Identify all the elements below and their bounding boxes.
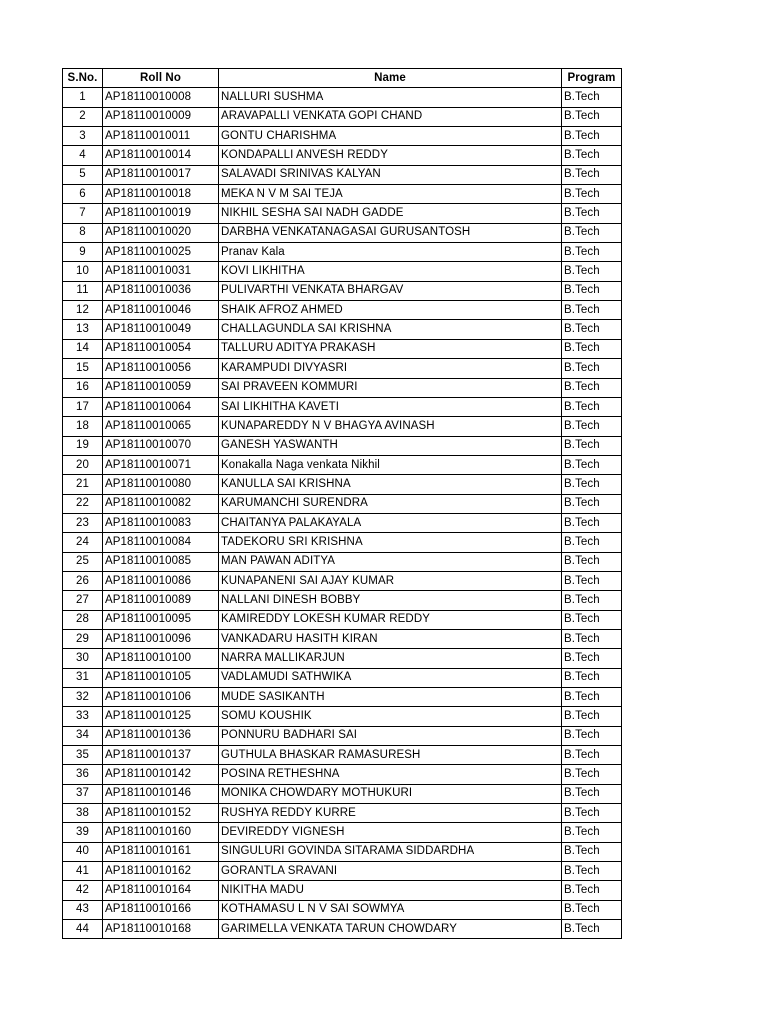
table-row: [63, 359, 622, 378]
table-body: [63, 88, 622, 939]
table-row: [63, 920, 622, 939]
row-name: TADEKORU SRI KRISHNA: [219, 533, 562, 552]
row-roll-no: AP18110010065: [103, 417, 219, 436]
table-row: [63, 571, 622, 590]
row-sno: 44: [63, 920, 103, 939]
row-roll-no: AP18110010046: [103, 301, 219, 320]
row-sno: 12: [63, 301, 103, 320]
row-sno: 15: [63, 359, 103, 378]
row-program: B.Tech: [562, 707, 622, 726]
table-row: [63, 842, 622, 861]
row-program: B.Tech: [562, 436, 622, 455]
row-name: MEKA N V M SAI TEJA: [219, 185, 562, 204]
table-row: [63, 223, 622, 242]
row-program: B.Tech: [562, 571, 622, 590]
row-program: B.Tech: [562, 107, 622, 126]
row-sno: 5: [63, 165, 103, 184]
table-row: [63, 668, 622, 687]
row-roll-no: AP18110010162: [103, 862, 219, 881]
row-program: B.Tech: [562, 417, 622, 436]
row-program: B.Tech: [562, 475, 622, 494]
table-row: [63, 204, 622, 223]
row-sno: 14: [63, 339, 103, 358]
row-sno: 37: [63, 784, 103, 803]
row-roll-no: AP18110010086: [103, 571, 219, 590]
table-row: [63, 591, 622, 610]
row-name: KOTHAMASU L N V SAI SOWMYA: [219, 900, 562, 919]
table-row: [63, 417, 622, 436]
row-sno: 17: [63, 397, 103, 416]
row-roll-no: AP18110010095: [103, 610, 219, 629]
row-name: KUNAPAREDDY N V BHAGYA AVINASH: [219, 417, 562, 436]
row-program: B.Tech: [562, 629, 622, 648]
row-name: MUDE SASIKANTH: [219, 688, 562, 707]
table-row: [63, 262, 622, 281]
row-roll-no: AP18110010083: [103, 513, 219, 532]
row-sno: 27: [63, 591, 103, 610]
row-name: MAN PAWAN ADITYA: [219, 552, 562, 571]
table-row: [63, 165, 622, 184]
row-sno: 33: [63, 707, 103, 726]
table-row: [63, 378, 622, 397]
header-name: Name: [219, 69, 562, 88]
row-name: VANKADARU HASITH KIRAN: [219, 629, 562, 648]
row-name: MONIKA CHOWDARY MOTHUKURI: [219, 784, 562, 803]
row-sno: 18: [63, 417, 103, 436]
row-name: KARUMANCHI SURENDRA: [219, 494, 562, 513]
table-row: [63, 185, 622, 204]
row-program: B.Tech: [562, 339, 622, 358]
header-program: Program: [562, 69, 622, 88]
row-roll-no: AP18110010160: [103, 823, 219, 842]
row-sno: 25: [63, 552, 103, 571]
row-roll-no: AP18110010096: [103, 629, 219, 648]
row-program: B.Tech: [562, 881, 622, 900]
table-row: [63, 436, 622, 455]
row-roll-no: AP18110010025: [103, 243, 219, 262]
row-name: DARBHA VENKATANAGASAI GURUSANTOSH: [219, 223, 562, 242]
row-program: B.Tech: [562, 591, 622, 610]
row-roll-no: AP18110010146: [103, 784, 219, 803]
row-program: B.Tech: [562, 513, 622, 532]
table-row: [63, 243, 622, 262]
row-name: NALLURI SUSHMA: [219, 88, 562, 107]
row-sno: 19: [63, 436, 103, 455]
table-header: [63, 69, 622, 88]
row-roll-no: AP18110010071: [103, 455, 219, 474]
row-roll-no: AP18110010089: [103, 591, 219, 610]
row-program: B.Tech: [562, 804, 622, 823]
row-program: B.Tech: [562, 610, 622, 629]
row-roll-no: AP18110010166: [103, 900, 219, 919]
row-program: B.Tech: [562, 784, 622, 803]
row-sno: 26: [63, 571, 103, 590]
row-name: KOVI LIKHITHA: [219, 262, 562, 281]
row-name: SAI LIKHITHA KAVETI: [219, 397, 562, 416]
row-program: B.Tech: [562, 281, 622, 300]
row-program: B.Tech: [562, 726, 622, 745]
row-program: B.Tech: [562, 243, 622, 262]
row-program: B.Tech: [562, 765, 622, 784]
row-sno: 8: [63, 223, 103, 242]
row-roll-no: AP18110010056: [103, 359, 219, 378]
row-program: B.Tech: [562, 920, 622, 939]
row-name: KANULLA SAI KRISHNA: [219, 475, 562, 494]
table-row: [63, 455, 622, 474]
row-roll-no: AP18110010105: [103, 668, 219, 687]
row-name: SALAVADI SRINIVAS KALYAN: [219, 165, 562, 184]
table-row: [63, 146, 622, 165]
row-name: GUTHULA BHASKAR RAMASURESH: [219, 746, 562, 765]
row-name: SHAIK AFROZ AHMED: [219, 301, 562, 320]
row-roll-no: AP18110010070: [103, 436, 219, 455]
row-name: POSINA RETHESHNA: [219, 765, 562, 784]
row-name: VADLAMUDI SATHWIKA: [219, 668, 562, 687]
row-program: B.Tech: [562, 688, 622, 707]
table-row: [63, 281, 622, 300]
table-row: [63, 804, 622, 823]
row-name: KARAMPUDI DIVYASRI: [219, 359, 562, 378]
row-sno: 11: [63, 281, 103, 300]
table-row: [63, 881, 622, 900]
row-roll-no: AP18110010009: [103, 107, 219, 126]
row-roll-no: AP18110010142: [103, 765, 219, 784]
row-sno: 7: [63, 204, 103, 223]
table-row: [63, 88, 622, 107]
row-roll-no: AP18110010125: [103, 707, 219, 726]
row-roll-no: AP18110010161: [103, 842, 219, 861]
row-program: B.Tech: [562, 668, 622, 687]
row-roll-no: AP18110010014: [103, 146, 219, 165]
row-sno: 2: [63, 107, 103, 126]
row-sno: 31: [63, 668, 103, 687]
row-sno: 4: [63, 146, 103, 165]
row-name: Pranav Kala: [219, 243, 562, 262]
header-roll-no: Roll No: [103, 69, 219, 88]
table-row: [63, 320, 622, 339]
table-row: [63, 397, 622, 416]
row-sno: 13: [63, 320, 103, 339]
row-name: NIKHIL SESHA SAI NADH GADDE: [219, 204, 562, 223]
row-program: B.Tech: [562, 900, 622, 919]
row-sno: 23: [63, 513, 103, 532]
row-roll-no: AP18110010080: [103, 475, 219, 494]
row-roll-no: AP18110010152: [103, 804, 219, 823]
row-roll-no: AP18110010137: [103, 746, 219, 765]
table-row: [63, 823, 622, 842]
row-name: GANESH YASWANTH: [219, 436, 562, 455]
row-sno: 20: [63, 455, 103, 474]
row-roll-no: AP18110010020: [103, 223, 219, 242]
row-program: B.Tech: [562, 649, 622, 668]
table-row: [63, 707, 622, 726]
row-name: KAMIREDDY LOKESH KUMAR REDDY: [219, 610, 562, 629]
row-program: B.Tech: [562, 165, 622, 184]
table-row: [63, 688, 622, 707]
row-program: B.Tech: [562, 397, 622, 416]
row-sno: 30: [63, 649, 103, 668]
table-row: [63, 107, 622, 126]
row-sno: 3: [63, 127, 103, 146]
row-roll-no: AP18110010168: [103, 920, 219, 939]
student-table: [62, 68, 622, 939]
row-name: CHALLAGUNDLA SAI KRISHNA: [219, 320, 562, 339]
table-row: [63, 127, 622, 146]
row-roll-no: AP18110010082: [103, 494, 219, 513]
row-sno: 40: [63, 842, 103, 861]
row-sno: 39: [63, 823, 103, 842]
row-roll-no: AP18110010036: [103, 281, 219, 300]
row-roll-no: AP18110010106: [103, 688, 219, 707]
row-sno: 32: [63, 688, 103, 707]
row-sno: 16: [63, 378, 103, 397]
row-program: B.Tech: [562, 862, 622, 881]
table-row: [63, 513, 622, 532]
row-sno: 24: [63, 533, 103, 552]
row-name: DEVIREDDY VIGNESH: [219, 823, 562, 842]
row-name: CHAITANYA PALAKAYALA: [219, 513, 562, 532]
table-row: [63, 610, 622, 629]
row-sno: 6: [63, 185, 103, 204]
row-name: GONTU CHARISHMA: [219, 127, 562, 146]
row-sno: 42: [63, 881, 103, 900]
table-row: [63, 494, 622, 513]
table-row: [63, 649, 622, 668]
row-roll-no: AP18110010008: [103, 88, 219, 107]
row-program: B.Tech: [562, 823, 622, 842]
row-sno: 10: [63, 262, 103, 281]
row-roll-no: AP18110010054: [103, 339, 219, 358]
row-program: B.Tech: [562, 842, 622, 861]
row-roll-no: AP18110010100: [103, 649, 219, 668]
table-row: [63, 301, 622, 320]
row-sno: 41: [63, 862, 103, 881]
row-sno: 36: [63, 765, 103, 784]
row-name: NIKITHA MADU: [219, 881, 562, 900]
row-roll-no: AP18110010064: [103, 397, 219, 416]
row-program: B.Tech: [562, 223, 622, 242]
row-sno: 38: [63, 804, 103, 823]
row-name: RUSHYA REDDY KURRE: [219, 804, 562, 823]
row-roll-no: AP18110010136: [103, 726, 219, 745]
table-row: [63, 552, 622, 571]
row-program: B.Tech: [562, 127, 622, 146]
table-row: [63, 629, 622, 648]
row-program: B.Tech: [562, 204, 622, 223]
row-sno: 34: [63, 726, 103, 745]
row-name: PULIVARTHI VENKATA BHARGAV: [219, 281, 562, 300]
row-roll-no: AP18110010019: [103, 204, 219, 223]
row-roll-no: AP18110010031: [103, 262, 219, 281]
row-program: B.Tech: [562, 378, 622, 397]
table-row: [63, 746, 622, 765]
row-sno: 21: [63, 475, 103, 494]
row-roll-no: AP18110010164: [103, 881, 219, 900]
header-row: [63, 69, 622, 88]
row-name: SOMU KOUSHIK: [219, 707, 562, 726]
row-roll-no: AP18110010084: [103, 533, 219, 552]
row-program: B.Tech: [562, 262, 622, 281]
row-name: NARRA MALLIKARJUN: [219, 649, 562, 668]
row-name: PONNURU BADHARI SAI: [219, 726, 562, 745]
row-sno: 29: [63, 629, 103, 648]
row-program: B.Tech: [562, 320, 622, 339]
row-sno: 9: [63, 243, 103, 262]
table-row: [63, 765, 622, 784]
table-row: [63, 900, 622, 919]
row-sno: 1: [63, 88, 103, 107]
row-program: B.Tech: [562, 359, 622, 378]
row-name: KONDAPALLI ANVESH REDDY: [219, 146, 562, 165]
table-row: [63, 862, 622, 881]
table-row: [63, 784, 622, 803]
row-program: B.Tech: [562, 746, 622, 765]
table-row: [63, 726, 622, 745]
row-program: B.Tech: [562, 533, 622, 552]
table-row: [63, 339, 622, 358]
row-program: B.Tech: [562, 552, 622, 571]
row-sno: 35: [63, 746, 103, 765]
row-name: SAI PRAVEEN KOMMURI: [219, 378, 562, 397]
row-name: GORANTLA SRAVANI: [219, 862, 562, 881]
row-roll-no: AP18110010049: [103, 320, 219, 339]
row-program: B.Tech: [562, 494, 622, 513]
row-program: B.Tech: [562, 88, 622, 107]
row-name: ARAVAPALLI VENKATA GOPI CHAND: [219, 107, 562, 126]
row-name: GARIMELLA VENKATA TARUN CHOWDARY: [219, 920, 562, 939]
row-sno: 22: [63, 494, 103, 513]
row-roll-no: AP18110010085: [103, 552, 219, 571]
row-roll-no: AP18110010017: [103, 165, 219, 184]
student-list-sheet: [62, 68, 622, 939]
table-row: [63, 475, 622, 494]
row-program: B.Tech: [562, 455, 622, 474]
row-name: Konakalla Naga venkata Nikhil: [219, 455, 562, 474]
row-name: TALLURU ADITYA PRAKASH: [219, 339, 562, 358]
row-name: NALLANI DINESH BOBBY: [219, 591, 562, 610]
row-name: KUNAPANENI SAI AJAY KUMAR: [219, 571, 562, 590]
row-name: SINGULURI GOVINDA SITARAMA SIDDARDHA: [219, 842, 562, 861]
row-program: B.Tech: [562, 146, 622, 165]
header-sno: S.No.: [63, 69, 103, 88]
row-roll-no: AP18110010018: [103, 185, 219, 204]
table-row: [63, 533, 622, 552]
row-program: B.Tech: [562, 301, 622, 320]
row-roll-no: AP18110010059: [103, 378, 219, 397]
row-sno: 28: [63, 610, 103, 629]
row-sno: 43: [63, 900, 103, 919]
row-program: B.Tech: [562, 185, 622, 204]
row-roll-no: AP18110010011: [103, 127, 219, 146]
